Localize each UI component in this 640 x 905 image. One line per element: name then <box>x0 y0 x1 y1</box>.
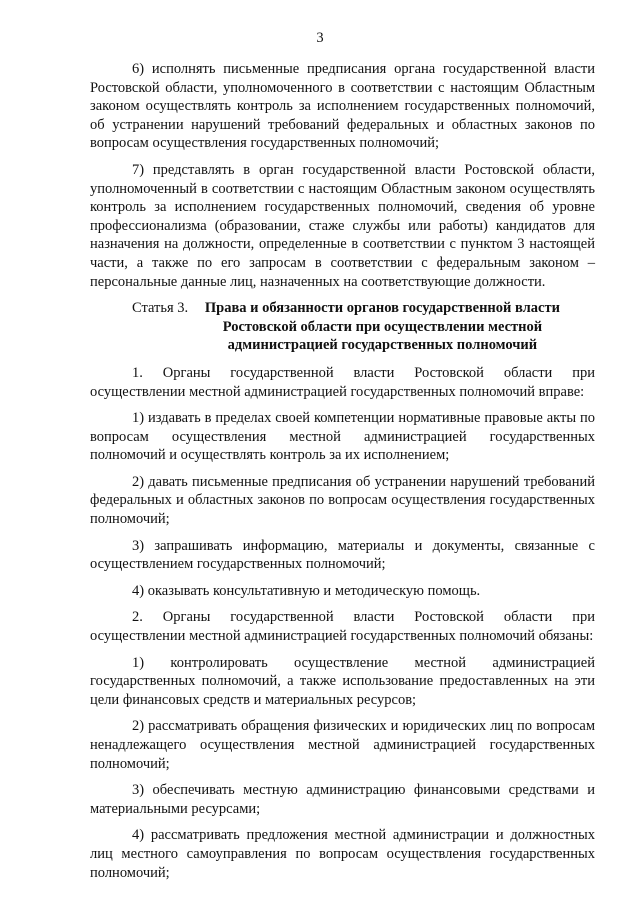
paragraph-part-2-item-4: 4) рассматривать предложения местной администрации и должностных лиц местного самоуправления по вопросам осуществления государственных полномочий; <box>90 827 595 881</box>
paragraph-part-2: 2. Органы государственной власти Ростовской области при осуществлении местной администрацией государственных полномочий обязаны: <box>90 609 595 645</box>
article-label: Статья 3. <box>132 300 192 317</box>
paragraph-item-6: 6) исполнять письменные предписания органа государственной власти Ростовской области, уполномоченного в соответствии с настоящим Областным законом осуществлять контроль за исполнением государственных полномочий, об устранении нарушений требований федеральных и областных законов по вопросам осуществления государственных полномочий; <box>90 61 595 152</box>
page-number: 3 <box>316 30 324 46</box>
article-title: Права и обязанности органов государственной власти Ростовской области при осуществлении местной администрацией государственных полномочий <box>204 300 560 354</box>
paragraph-part-1-item-2: 2) давать письменные предписания об устранении нарушений требований федеральных и областных законов по вопросам осуществления государственных полномочий; <box>90 473 595 528</box>
paragraph-part-2-item-2: 2) рассматривать обращения физических и юридических лиц по вопросам ненадлежащего осуществления местной администрацией государственных полномочий; <box>90 718 595 772</box>
document-body <box>90 60 595 890</box>
paragraph-part-2-item-3: 3) обеспечивать местную администрацию финансовыми средствами и материальными ресурсами; <box>90 782 595 817</box>
paragraph-part-1-item-3: 3) запрашивать информацию, материалы и документы, связанные с осуществлением государственных полномочий; <box>90 537 595 573</box>
paragraph-item-7: 7) представлять в орган государственной власти Ростовской области, уполномоченный в соответствии с настоящим Областным законом осуществлять контроль за исполнением государственных полномочий, сведения об уровне профессионализма (образовании, стаже службы или работы) кандидатов для назначения на должности, определенные в соответствии с пунктом 3 настоящей части, а также по его запросам в соответствии с федеральным законом – персональные данные лиц, назначенных на соответствующие должности. <box>90 161 595 290</box>
paragraph-part-1-item-1: 1) издавать в пределах своей компетенции нормативные правовые акты по вопросам осуществления местной администрацией государственных полномочий и осуществлять контроль за их исполнением; <box>90 410 595 464</box>
article-heading <box>90 299 595 355</box>
paragraph-part-2-item-1: 1) контролировать осуществление местной администрацией государственных полномочий, а также использование предоставленных на эти цели финансовых средств и материальных ресурсов; <box>90 654 595 708</box>
paragraph-part-1-item-4: 4) оказывать консультативную и методическую помощь. <box>132 582 481 599</box>
paragraph-part-1: 1. Органы государственной власти Ростовской области при осуществлении местной администрацией государственных полномочий вправе: <box>90 364 595 400</box>
